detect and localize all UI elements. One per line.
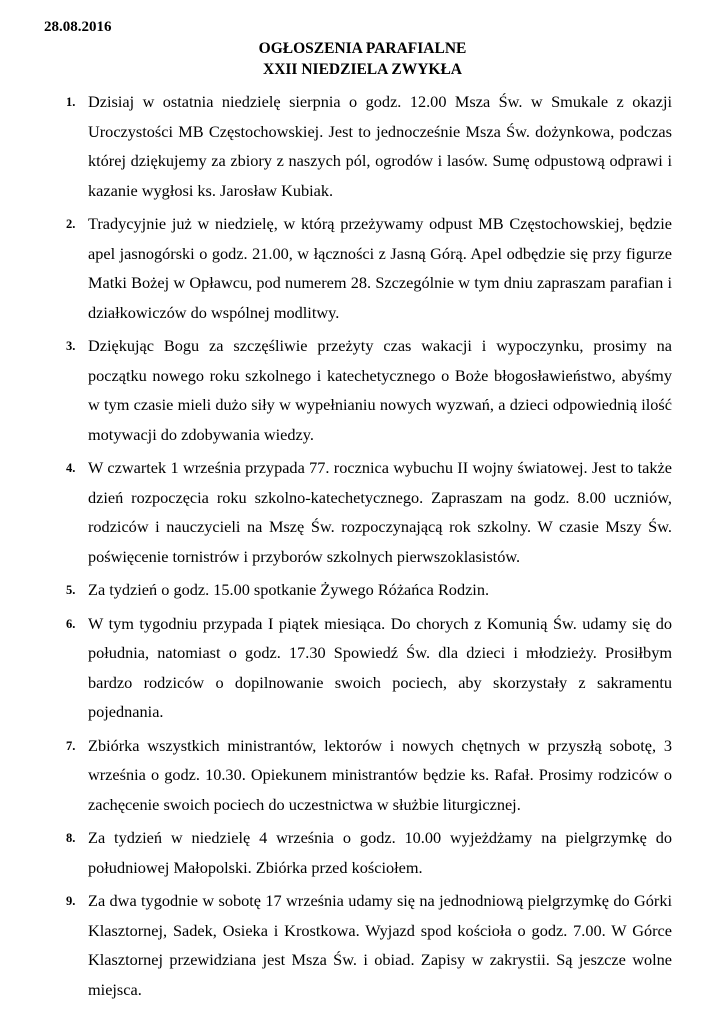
announcement-text: Za dwa tygodnie w sobotę 17 września udamy się na jednodniową pielgrzymkę do Górki Klasztornej, Sadek, Osieka i Krostkowa. Wyjazd spod kościoła o godz. 7.00. W Górce Klasztornej przewidziana jest Msza Św. i obiad. Zapisy w zakrystii. Są jeszcze wolne miejsca. xyxy=(88,891,672,999)
announcement-item-2 xyxy=(0,209,725,327)
announcement-item-5 xyxy=(0,575,725,605)
announcement-number: 8. xyxy=(66,831,76,845)
document-title: OGŁOSZENIA PARAFIALNE xyxy=(258,40,467,57)
announcement-number: 5. xyxy=(66,583,76,597)
announcement-number: 1. xyxy=(66,95,76,109)
announcement-number: 2. xyxy=(66,217,76,231)
announcement-number: 9. xyxy=(66,894,76,908)
announcement-text: Tradycyjnie już w niedzielę, w którą przeżywamy odpust MB Częstochowskiej, będzie apel jasnogórski o godz. 21.00, w łączności z Jasną Górą. Apel odbędzie się przy figurze Matki Bożej w Opławcu, pod numerem 28. Szczególnie w tym dniu zapraszam parafian i działkowiczów do wspólnej modlitwy. xyxy=(88,214,672,322)
announcement-number: 3. xyxy=(66,339,76,353)
announcement-item-9 xyxy=(0,886,725,1004)
announcement-item-8 xyxy=(0,823,725,882)
announcement-text: Dzisiaj w ostatnia niedzielę sierpnia o godz. 12.00 Msza Św. w Smukale z okazji Uroczystości MB Częstochowskiej. Jest to jednocześnie Msza Św. dożynkowa, podczas której dziękujemy za zbiory z naszych pól, ogrodów i lasów. Sumę odpustową odprawi i kazanie wygłosi ks. Jarosław Kubiak. xyxy=(88,92,672,200)
announcement-text: W czwartek 1 września przypada 77. rocznica wybuchu II wojny światowej. Jest to także dzień rozpoczęcia roku szkolno-katechetycznego. Zapraszam na godz. 8.00 uczniów, rodziców i nauczycieli na Mszę Św. rozpoczynającą rok szkolny. W czasie Mszy Św. poświęcenie tornistrów i przyborów szkolnych pierwszoklasistów. xyxy=(88,458,672,566)
announcement-number: 4. xyxy=(66,461,76,475)
announcement-item-6 xyxy=(0,609,725,727)
document-date: 28.08.2016 xyxy=(44,19,112,35)
announcement-item-4 xyxy=(0,453,725,571)
announcement-text: Za tydzień w niedzielę 4 września o godz. 10.00 wyjeżdżamy na pielgrzymkę do południowej Małopolski. Zbiórka przed kościołem. xyxy=(88,828,672,877)
announcement-text: Dziękując Bogu za szczęśliwie przeżyty czas wakacji i wypoczynku, prosimy na początku nowego roku szkolnego i katechetycznego o Boże błogosławieństwo, abyśmy w tym czasie mieli dużo siły w wypełnianiu nowych wyzwań, a dzieci odpowiednią ilość motywacji do zdobywania wiedzy. xyxy=(88,336,672,444)
announcement-list xyxy=(0,87,725,1008)
announcement-number: 6. xyxy=(66,616,76,631)
document-subtitle: XXII NIEDZIELA ZWYKŁA xyxy=(263,61,462,78)
announcement-text: Zbiórka wszystkich ministrantów, lektorów i nowych chętnych w przyszłą sobotę, 3 września o godz. 10.30. Opiekunem ministrantów będzie ks. Rafał. Prosimy rodziców o zachęcenie swoich pociech do uczestnictwa w służbie liturgicznej. xyxy=(88,735,672,814)
announcement-item-1 xyxy=(0,87,725,205)
heading-block xyxy=(0,38,725,80)
announcement-number: 7. xyxy=(66,738,76,753)
announcement-text: Za tydzień o godz. 15.00 spotkanie Żywego Różańca Rodzin. xyxy=(88,580,490,599)
announcement-text: W tym tygodniu przypada I piątek miesiąca. Do chorych z Komunią Św. udamy się do południa, natomiast o godz. 17.30 Spowiedź Św. dla dzieci i młodzieży. Prosiłbym bardzo rodziców o dopilnowanie swoich pociech, aby skorzystały z sakramentu pojednania. xyxy=(88,613,672,721)
announcement-item-3 xyxy=(0,331,725,449)
announcement-item-7 xyxy=(0,731,725,820)
